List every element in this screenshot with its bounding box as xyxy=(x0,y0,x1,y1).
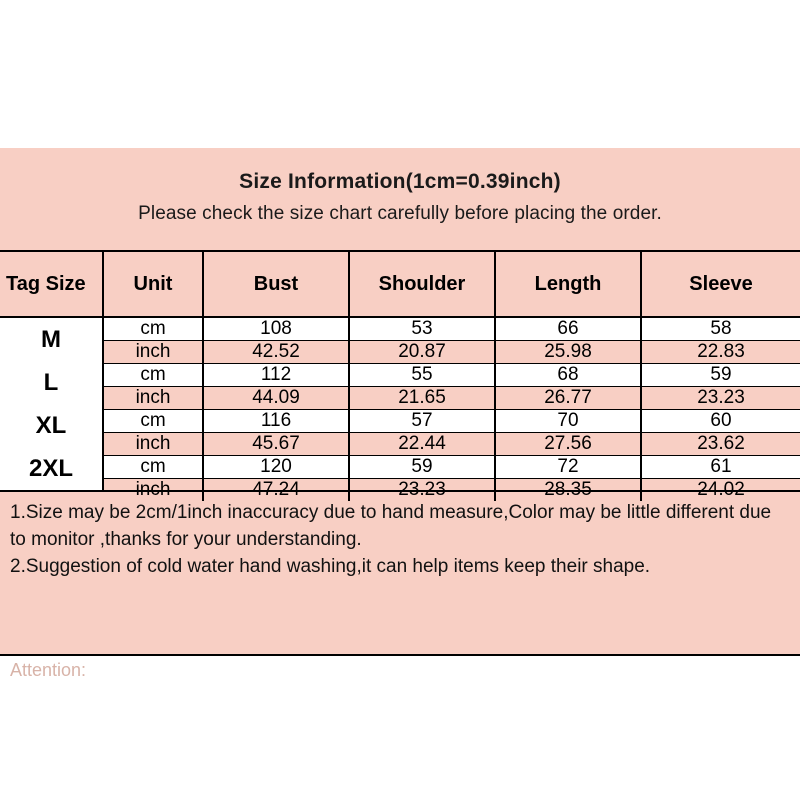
cell-sleeve: 61 xyxy=(710,456,732,477)
size-label-xl: XL xyxy=(35,411,67,439)
column-header-shoulder: Shoulder xyxy=(350,252,496,316)
cell-bust: 112 xyxy=(204,364,350,386)
bottom-divider xyxy=(0,654,800,656)
cell-sleeve: 22.83 xyxy=(697,341,745,362)
table-header-row xyxy=(0,250,800,318)
column-header-bust: Bust xyxy=(204,252,350,316)
cell-shoulder: 55 xyxy=(350,364,496,386)
cell-shoulder: 57 xyxy=(350,410,496,432)
cell-sleeve: 58 xyxy=(710,318,732,339)
cell-length: 25.98 xyxy=(496,341,642,363)
cell-unit: inch xyxy=(104,433,204,455)
cell-length: 72 xyxy=(496,456,642,478)
cell-bust: 42.52 xyxy=(204,341,350,363)
column-header-length: Length xyxy=(496,252,642,316)
table-row xyxy=(104,364,800,387)
table-row xyxy=(104,433,800,456)
column-header-unit: Unit xyxy=(104,252,204,316)
notes-section xyxy=(0,490,800,581)
cell-unit: inch xyxy=(104,341,204,363)
note-line-1: 1.Size may be 2cm/1inch inaccuracy due to hand measure,Color may be little different due to monitor ,thanks for your understanding. xyxy=(10,502,772,550)
size-chart-sheet xyxy=(0,148,800,680)
cell-length: 68 xyxy=(496,364,642,386)
measurement-rows xyxy=(104,318,800,500)
cell-length: 70 xyxy=(496,410,642,432)
size-label-2xl: 2XL xyxy=(28,454,73,482)
table-row xyxy=(104,410,800,433)
cell-shoulder: 59 xyxy=(350,456,496,478)
cell-shoulder: 20.87 xyxy=(350,341,496,363)
cell-unit: cm xyxy=(104,318,204,340)
cell-bust: 116 xyxy=(204,410,350,432)
attention-label: Attention: xyxy=(10,660,87,680)
cell-bust: 44.09 xyxy=(204,387,350,409)
cell-sleeve: 23.23 xyxy=(697,387,745,408)
cell-sleeve: 23.62 xyxy=(697,433,745,454)
cell-shoulder: 23.23 xyxy=(350,479,496,501)
cell-sleeve: 59 xyxy=(710,364,732,385)
cell-length: 26.77 xyxy=(496,387,642,409)
table-row xyxy=(104,341,800,364)
note-line-2: 2.Suggestion of cold water hand washing,it can help items keep their shape. xyxy=(10,555,651,577)
cell-length: 28.35 xyxy=(496,479,642,501)
table-body xyxy=(0,318,800,500)
table-row xyxy=(104,387,800,410)
cell-unit: cm xyxy=(104,364,204,386)
cell-unit: inch xyxy=(104,387,204,409)
cell-length: 66 xyxy=(496,318,642,340)
column-header-tag-size: Tag Size xyxy=(0,252,104,316)
page-subtitle: Please check the size chart carefully before placing the order. xyxy=(138,203,662,224)
table-row xyxy=(104,456,800,479)
cell-sleeve: 24.02 xyxy=(697,479,745,500)
cell-shoulder: 53 xyxy=(350,318,496,340)
cell-shoulder: 21.65 xyxy=(350,387,496,409)
cell-sleeve: 60 xyxy=(710,410,732,431)
cell-bust: 120 xyxy=(204,456,350,478)
column-header-sleeve: Sleeve xyxy=(689,272,753,295)
size-label-column xyxy=(0,318,104,490)
cell-unit: cm xyxy=(104,456,204,478)
cell-unit: inch xyxy=(104,479,204,501)
cell-bust: 45.67 xyxy=(204,433,350,455)
page-title: Size Information(1cm=0.39inch) xyxy=(239,170,561,193)
table-row xyxy=(104,318,800,341)
cell-bust: 47.24 xyxy=(204,479,350,501)
size-label-m: M xyxy=(41,325,61,353)
size-label-l: L xyxy=(43,368,59,396)
cell-bust: 108 xyxy=(204,318,350,340)
cell-shoulder: 22.44 xyxy=(350,433,496,455)
cell-length: 27.56 xyxy=(496,433,642,455)
cell-unit: cm xyxy=(104,410,204,432)
